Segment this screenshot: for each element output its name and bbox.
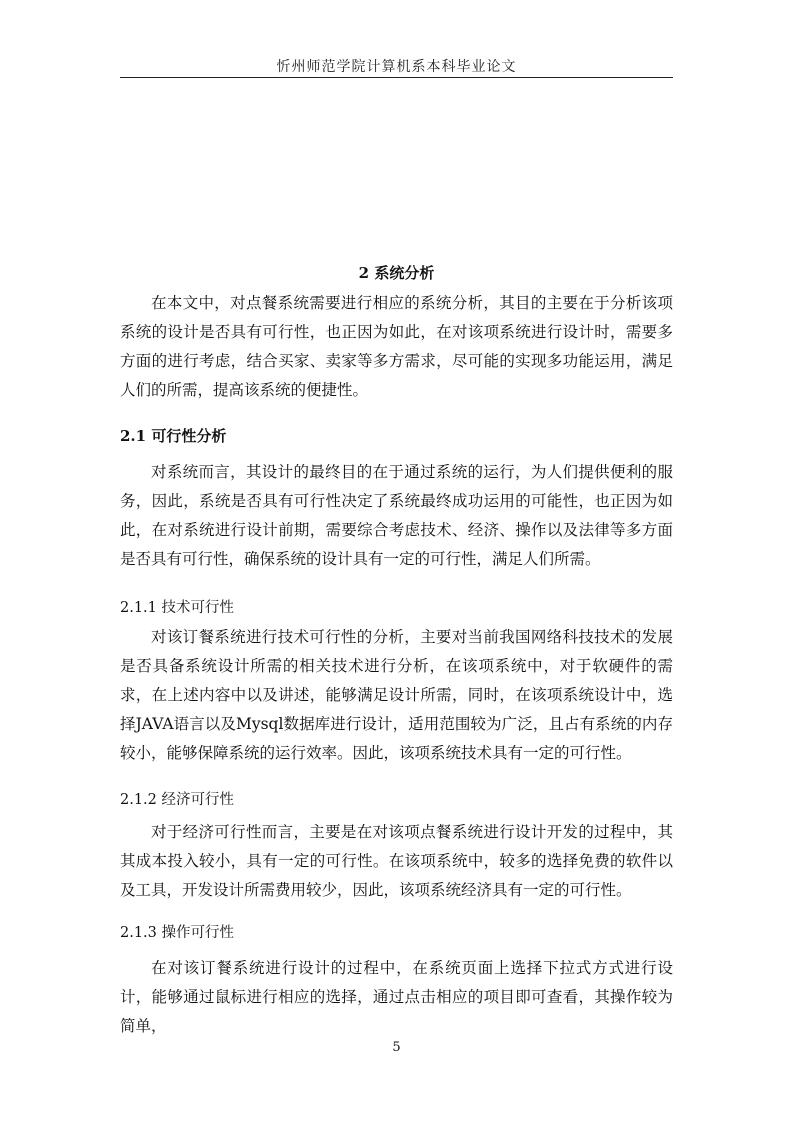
section-2-1-2-paragraph: 对于经济可行性而言，主要是在对该项点餐系统进行设计开发的过程中，其其成本投入较小，具有一定的可行性。在该项系统中，较多的选择免费的软件以及工具，开发设计所需费用较少，因此，该项系统经济具有一定的可行性。 xyxy=(120,823,673,899)
page-number: 5 xyxy=(392,1040,401,1055)
section-2-1-3-heading: 2.1.3 操作可行性 xyxy=(120,925,235,941)
section-2-1-3-paragraph: 在对该订餐系统进行设计的过程中，在系统页面上选择下拉式方式进行设计，能够通过鼠标进行相应的选择，通过点击相应的项目即可查看，其操作较为简单， xyxy=(120,959,673,1035)
section-2-1-1-paragraph: 对该订餐系统进行技术可行性的分析，主要对当前我国网络科技技术的发展是否具备系统设计所需的相关技术进行分析，在该项系统中，对于软硬件的需求，在上述内容中以及讲述，能够满足设计所需，同时，在该项系统设计中，选择JAVA语言以及Mysql数据库进行设计，适用范围较为广泛，且占有系统的内存较小，能够保障系统的运行效率。因此，该项系统技术具有一定的可行性。 xyxy=(120,628,673,762)
section-2-1-1-heading: 2.1.1 技术可行性 xyxy=(120,600,235,616)
section-2-1-heading: 2.1 可行性分析 xyxy=(120,427,227,445)
header-rule xyxy=(120,77,673,78)
section-2-1-2-heading: 2.1.2 经济可行性 xyxy=(120,792,235,808)
running-header: 忻州师范学院计算机系本科毕业论文 xyxy=(276,59,517,75)
chapter-title: 2 系统分析 xyxy=(358,264,435,282)
chapter-intro-paragraph: 在本文中，对点餐系统需要进行相应的系统分析，其目的主要在于分析该项系统的设计是否具有可行性，也正因为如此，在对该项系统进行设计时，需要多方面的进行考虑，结合买家、卖家等多方需求，尽可能的实现多功能运用，满足人们的所需，提高该系统的便捷性。 xyxy=(120,294,673,399)
section-2-1-paragraph: 对系统而言，其设计的最终目的在于通过系统的运行，为人们提供便利的服务，因此，系统是否具有可行性决定了系统最终成功运用的可能性，也正因为如此，在对系统进行设计前期，需要综合考虑技术、经济、操作以及法律等多方面是否具有可行性，确保系统的设计具有一定的可行性，满足人们所需。 xyxy=(120,463,673,568)
